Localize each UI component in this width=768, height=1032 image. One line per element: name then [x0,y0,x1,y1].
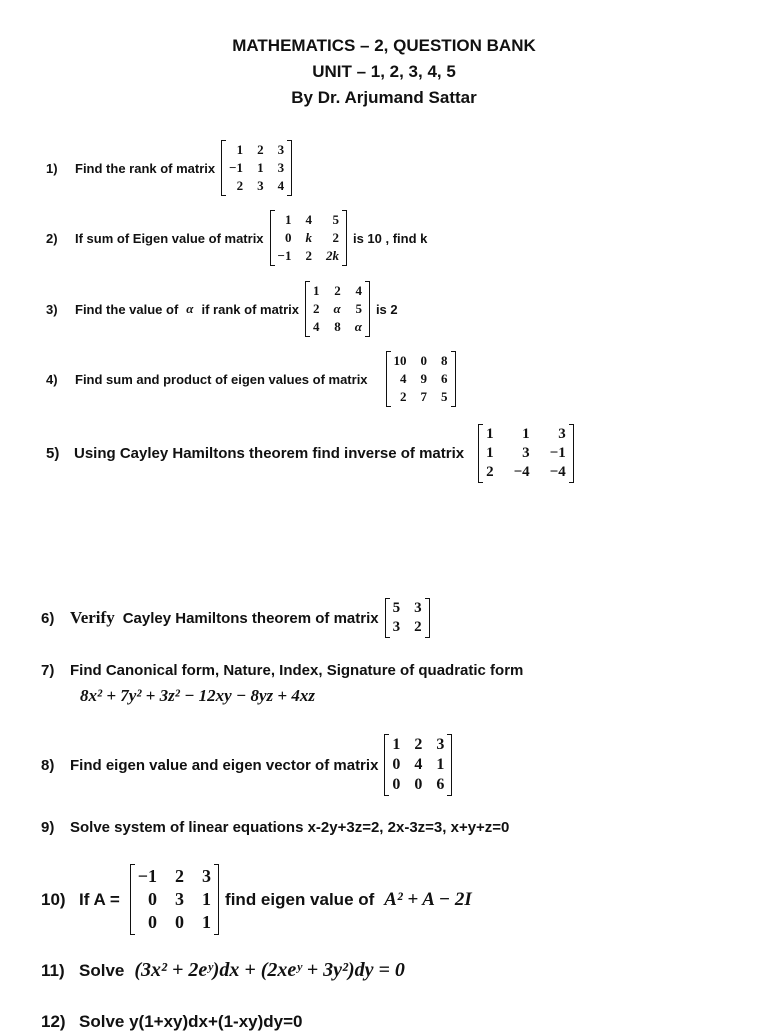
matrix: 1 4 5 0 k 2 −1 2 2k [270,210,347,266]
question-7 [41,662,523,679]
page-subtitle-units: UNIT – 1, 2, 3, 4, 5 [312,62,456,81]
question-suffix: is 2 [375,301,398,317]
matrix: 1 2 3 −1 1 3 2 3 4 [221,140,292,196]
question-number: 2) [46,230,58,246]
matrix: 1 1 3 1 3 −1 2 −4 −4 [478,424,574,483]
question-text: Solve [79,960,125,980]
differential-equation: (3x² + 2eʸ)dx + (2xeʸ + 3y²)dy = 0 [134,959,405,981]
matrix: −1 2 3 0 3 1 0 0 1 [130,864,219,935]
question-text-2: if rank of matrix [201,301,300,317]
question-1 [46,140,298,196]
question-suffix: find eigen value of [225,889,375,909]
question-number: 11) [41,960,65,980]
quadratic-form-expression: 8x² + 7y² + 3z² − 12xy − 8yz + 4xz [80,686,315,705]
question-4 [46,351,462,407]
question-number: 7) [41,662,55,679]
question-12 [41,1012,302,1032]
page-author: By Dr. Arjumand Sattar [291,88,477,107]
question-number: 10) [41,889,66,909]
matrix: 10 0 8 4 9 6 2 7 5 [386,351,456,407]
question-text: Cayley Hamiltons theorem of matrix [122,609,379,627]
question-8 [41,734,458,796]
question-number: 9) [41,819,55,836]
question-number: 5) [46,445,60,462]
matrix: 5 3 3 2 [385,598,430,638]
question-suffix: is 10 , find k [352,230,428,246]
question-10 [41,864,472,935]
question-text: Solve system of linear equations x-2y+3z=2, 2x-3z=3, x+y+z=0 [70,819,510,836]
question-number: 4) [46,371,58,387]
question-11 [41,959,405,982]
verify-word: Verify [70,608,115,627]
question-2 [46,210,427,266]
alpha-symbol: α [186,301,194,316]
question-text: Find the rank of matrix [75,160,216,176]
question-number: 1) [46,160,58,176]
question-text: Solve y(1+xy)dx+(1-xy)dy=0 [79,1012,303,1031]
question-text: If sum of Eigen value of matrix [75,230,264,246]
question-5 [46,424,580,483]
matrix: 1 2 4 2 α 5 4 8 α [305,281,370,337]
question-text: If A = [79,889,120,909]
question-text: Find Canonical form, Nature, Index, Signature of quadratic form [70,662,524,679]
question-text: Find the value of [75,301,179,317]
question-3 [46,281,398,337]
question-text: Using Cayley Hamiltons theorem find inverse of matrix [74,445,465,462]
matrix: 1 2 3 0 4 1 0 0 6 [384,734,452,796]
question-number: 8) [41,756,55,774]
question-number: 3) [46,301,58,317]
question-6 [41,598,436,638]
eigen-expression: A² + A − 2I [384,888,472,910]
question-number: 12) [41,1012,66,1031]
question-9 [41,819,509,836]
question-number: 6) [41,609,55,627]
question-text: Find sum and product of eigen values of matrix [75,371,368,387]
page-title: MATHEMATICS – 2, QUESTION BANK [232,36,536,55]
question-text: Find eigen value and eigen vector of matrix [70,756,379,774]
